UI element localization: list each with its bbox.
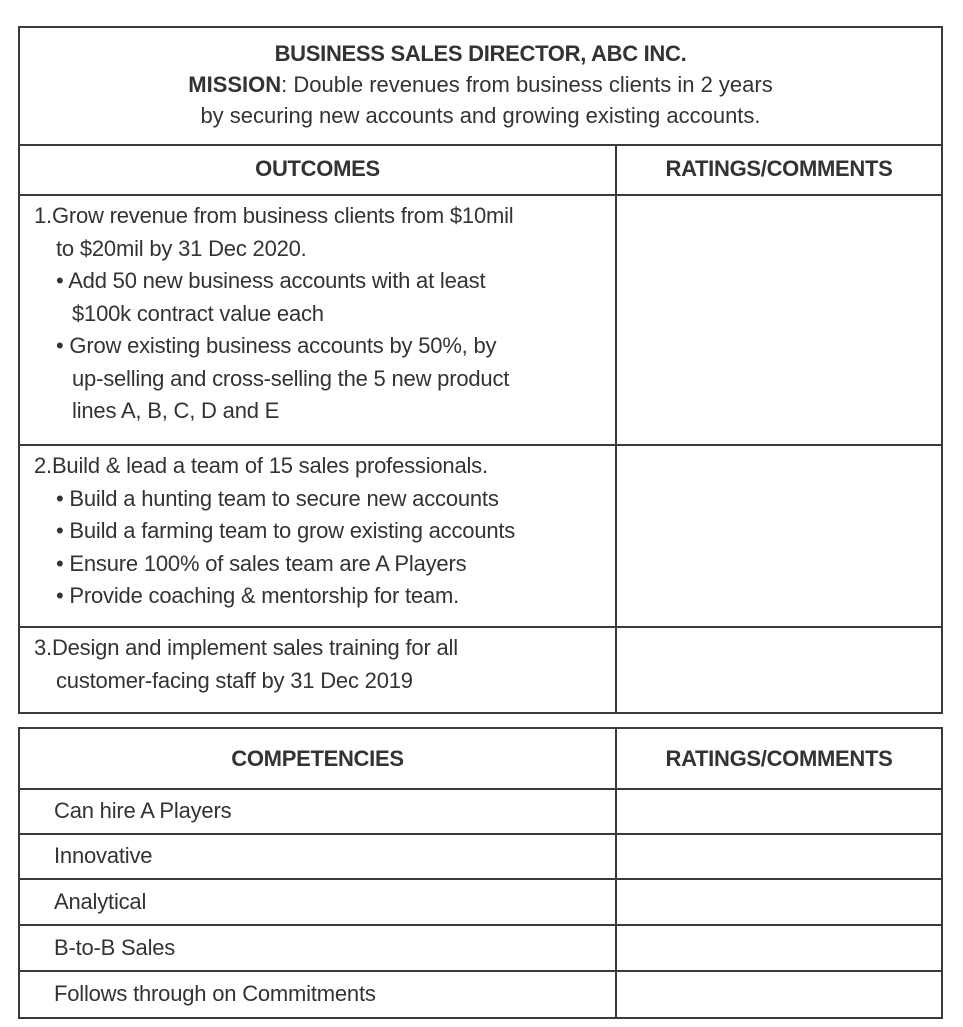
rating-cell[interactable] bbox=[617, 626, 941, 712]
rating-cell[interactable] bbox=[617, 444, 941, 626]
outcomes-header-row bbox=[20, 144, 941, 196]
scorecard-header bbox=[20, 28, 941, 146]
competencies-header-row bbox=[20, 729, 941, 790]
page-title: BUSINESS SALES DIRECTOR, ABC INC. bbox=[274, 41, 687, 66]
outcome-row-3 bbox=[20, 626, 941, 712]
outcome-text: 1.Grow revenue from business clients from $10mil to $20mil by 31 Dec 2020. • Add 50 new business accounts with at least $100k contract value each • Grow existing business accounts by 50%, by up-selling and cross-selling the 5 new product lines A, B, C, D and E bbox=[20, 194, 617, 444]
column-header-competencies: COMPETENCIES bbox=[20, 729, 617, 788]
column-header-outcomes: OUTCOMES bbox=[20, 144, 617, 194]
bullet-item: • Build a hunting team to secure new accounts bbox=[56, 485, 499, 511]
rating-cell[interactable] bbox=[617, 879, 941, 924]
mission-line-1: MISSION: Double revenues from business clients in 2 years bbox=[188, 72, 773, 97]
competency-row bbox=[20, 879, 941, 926]
competency-name: B-to-B Sales bbox=[20, 925, 617, 970]
competency-row bbox=[20, 971, 941, 1017]
competency-name: Can hire A Players bbox=[20, 788, 617, 833]
outcome-text: 2.Build & lead a team of 15 sales professionals. • Build a hunting team to secure new accounts • Build a farming team to grow existing accounts • Ensure 100% of sales team are A Players • Provide coaching & mentorship for team. bbox=[20, 444, 617, 626]
competency-name: Innovative bbox=[20, 833, 617, 878]
column-header-ratings: RATINGS/COMMENTS bbox=[665, 156, 893, 181]
outcomes-table bbox=[18, 26, 943, 714]
rating-cell[interactable] bbox=[617, 971, 941, 1017]
competency-row bbox=[20, 788, 941, 835]
rating-cell[interactable] bbox=[617, 194, 941, 444]
bullet-item: • Grow existing business accounts by 50%, by bbox=[56, 333, 497, 358]
mission-line-2: by securing new accounts and growing existing accounts. bbox=[200, 103, 761, 128]
rating-cell[interactable] bbox=[617, 925, 941, 970]
competency-row bbox=[20, 925, 941, 972]
competency-row bbox=[20, 833, 941, 880]
competencies-table bbox=[18, 727, 943, 1019]
outcome-row-2 bbox=[20, 444, 941, 628]
competency-name: Follows through on Commitments bbox=[20, 971, 617, 1017]
bullet-item: • Add 50 new business accounts with at least bbox=[56, 268, 486, 293]
mission-label: MISSION bbox=[188, 72, 282, 97]
rating-cell[interactable] bbox=[617, 833, 941, 878]
competency-name: Analytical bbox=[20, 879, 617, 924]
outcome-text: 3.Design and implement sales training for all customer-facing staff by 31 Dec 2019 bbox=[20, 626, 617, 712]
bullet-item: • Build a farming team to grow existing accounts bbox=[56, 518, 516, 543]
bullet-item: • Ensure 100% of sales team are A Players bbox=[56, 550, 467, 576]
rating-cell[interactable] bbox=[617, 788, 941, 833]
outcome-row-1 bbox=[20, 194, 941, 446]
bullet-item: • Provide coaching & mentorship for team. bbox=[56, 583, 460, 608]
column-header-ratings: RATINGS/COMMENTS bbox=[665, 745, 893, 771]
